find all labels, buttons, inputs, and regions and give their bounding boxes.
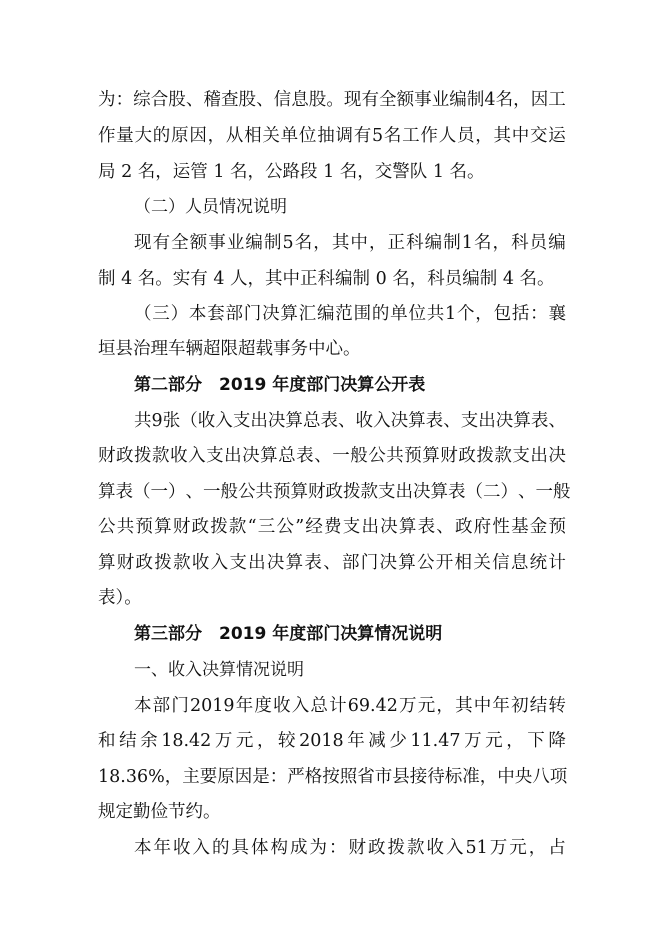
body-text-line: 表）。 [98, 588, 142, 608]
body-text-line: 作 量 大 的 原 因 ， 从 相 关 单 位 抽 调 有 5 名 工 作 人 员 ， 其 中 交 运 [98, 126, 566, 146]
part-two-heading: 第二部分 2019 年度部门决算公开表 [134, 375, 426, 395]
body-text-line: 算 表 （ 一 ） 、 一 般 公 共 预 算 财 政 拨 款 支 出 决 算 表 （ 二 ） 、 一 般 [98, 482, 571, 502]
body-text-line: 本 部 门 2019 年 度 收 入 总 计 69.42 万 元 ， 其 中 年 初 结 转 [134, 696, 566, 716]
body-text-line: 算 财 政 拨 款 收 入 支 出 决 算 表 、 部 门 决 算 公 开 相 关 信 息 统 计 [98, 553, 566, 573]
section-subheading: 一、收入决算情况说明 [134, 660, 304, 680]
section-subheading: （二）人员情况说明 [134, 197, 287, 217]
part-three-heading: 第三部分 2019 年度部门决算情况说明 [134, 624, 443, 644]
body-text-line: 规定勤俭节约。 [98, 802, 221, 822]
body-text-line: 共 9 张 （ 收 入 支 出 决 算 总 表 、 收 入 决 算 表 、 支 出 决 算 表 、 [134, 411, 566, 431]
body-text-line: 为 ： 综 合 股 、 稽 查 股 、 信 息 股 。 现 有 全 额 事 业 编 制 4 名 ， 因 工 [98, 90, 566, 110]
body-text-line: 垣县治理车辆超限超载事务中心。 [98, 339, 361, 359]
body-text-line: 18.36% ， 主 要 原 因 是 ： 严 格 按 照 省 市 县 接 待 标 准 ， 中 央 八 项 [98, 767, 568, 787]
body-text-line: 现 有 全 额 事 业 编 制 5 名 ， 其 中 ， 正 科 编 制 1 名 ， 科 员 编 [134, 233, 566, 253]
body-text-line: 本 年 收 入 的 具 体 构 成 为 ： 财 政 拨 款 收 入 51 万 元 ， 占 [134, 838, 566, 858]
body-text-line: （ 三 ） 本 套 部 门 决 算 汇 编 范 围 的 单 位 共 1 个 ， 包 括 ： 襄 [134, 304, 566, 324]
body-text-line: 和 结 余 18.42 万 元 ， 较 2018 年 减 少 11.47 万 元 ， 下 降 [98, 731, 566, 751]
body-text-line: 公 共 预 算 财 政 拨 款 “ 三 公 ” 经 费 支 出 决 算 表 、 政 府 性 基 金 预 [98, 517, 566, 537]
body-text-line: 财 政 拨 款 收 入 支 出 决 算 总 表 、 一 般 公 共 预 算 财 政 拨 款 支 出 决 [98, 446, 566, 466]
body-text-line: 局 2 名，运管 1 名，公路段 1 名，交警队 1 名。 [98, 162, 485, 182]
body-text-line: 制 4 名。实有 4 人，其中正科编制 0 名，科员编制 4 名。 [98, 269, 555, 289]
